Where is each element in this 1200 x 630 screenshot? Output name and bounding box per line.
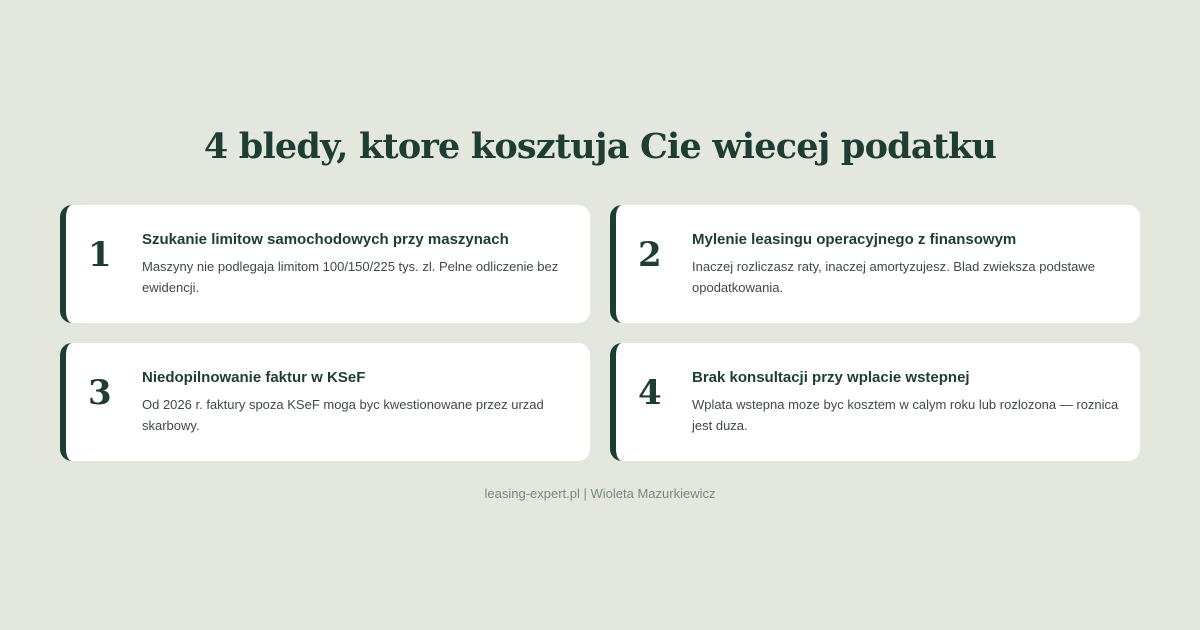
card-heading: Mylenie leasingu operacyjnego z finansowym: [692, 231, 1017, 248]
card-description: Wplata wstepna moze byc kosztem w calym roku lub rozlozona — roznica jest duza.: [692, 397, 1119, 433]
mistakes-grid: [60, 205, 1140, 461]
footer-credit: leasing-expert.pl | Wioleta Mazurkiewicz: [484, 486, 716, 501]
card-description: Od 2026 r. faktury spoza KSeF moga byc kwestionowane przez urzad skarbowy.: [142, 397, 544, 433]
card-heading: Szukanie limitow samochodowych przy maszynach: [142, 231, 509, 248]
card-number: 4: [638, 373, 662, 413]
card-description: Maszyny nie podlegaja limitom 100/150/225 tys. zl. Pelne odliczenie bez ewidencji.: [142, 259, 559, 295]
mistake-card-2: [610, 205, 1140, 323]
mistake-card-3: [60, 343, 590, 461]
card-heading: Brak konsultacji przy wplacie wstepnej: [692, 369, 970, 386]
card-number: 1: [88, 235, 112, 275]
card-description: Inaczej rozliczasz raty, inaczej amortyzujesz. Blad zwieksza podstawe opodatkowania.: [692, 259, 1095, 295]
card-heading: Niedopilnowanie faktur w KSeF: [142, 369, 366, 386]
page-title: 4 bledy, ktore kosztuja Cie wiecej podatku: [203, 126, 997, 167]
card-number: 3: [88, 373, 112, 413]
card-number: 2: [638, 235, 662, 275]
mistake-card-1: [60, 205, 590, 323]
mistake-card-4: [610, 343, 1140, 461]
